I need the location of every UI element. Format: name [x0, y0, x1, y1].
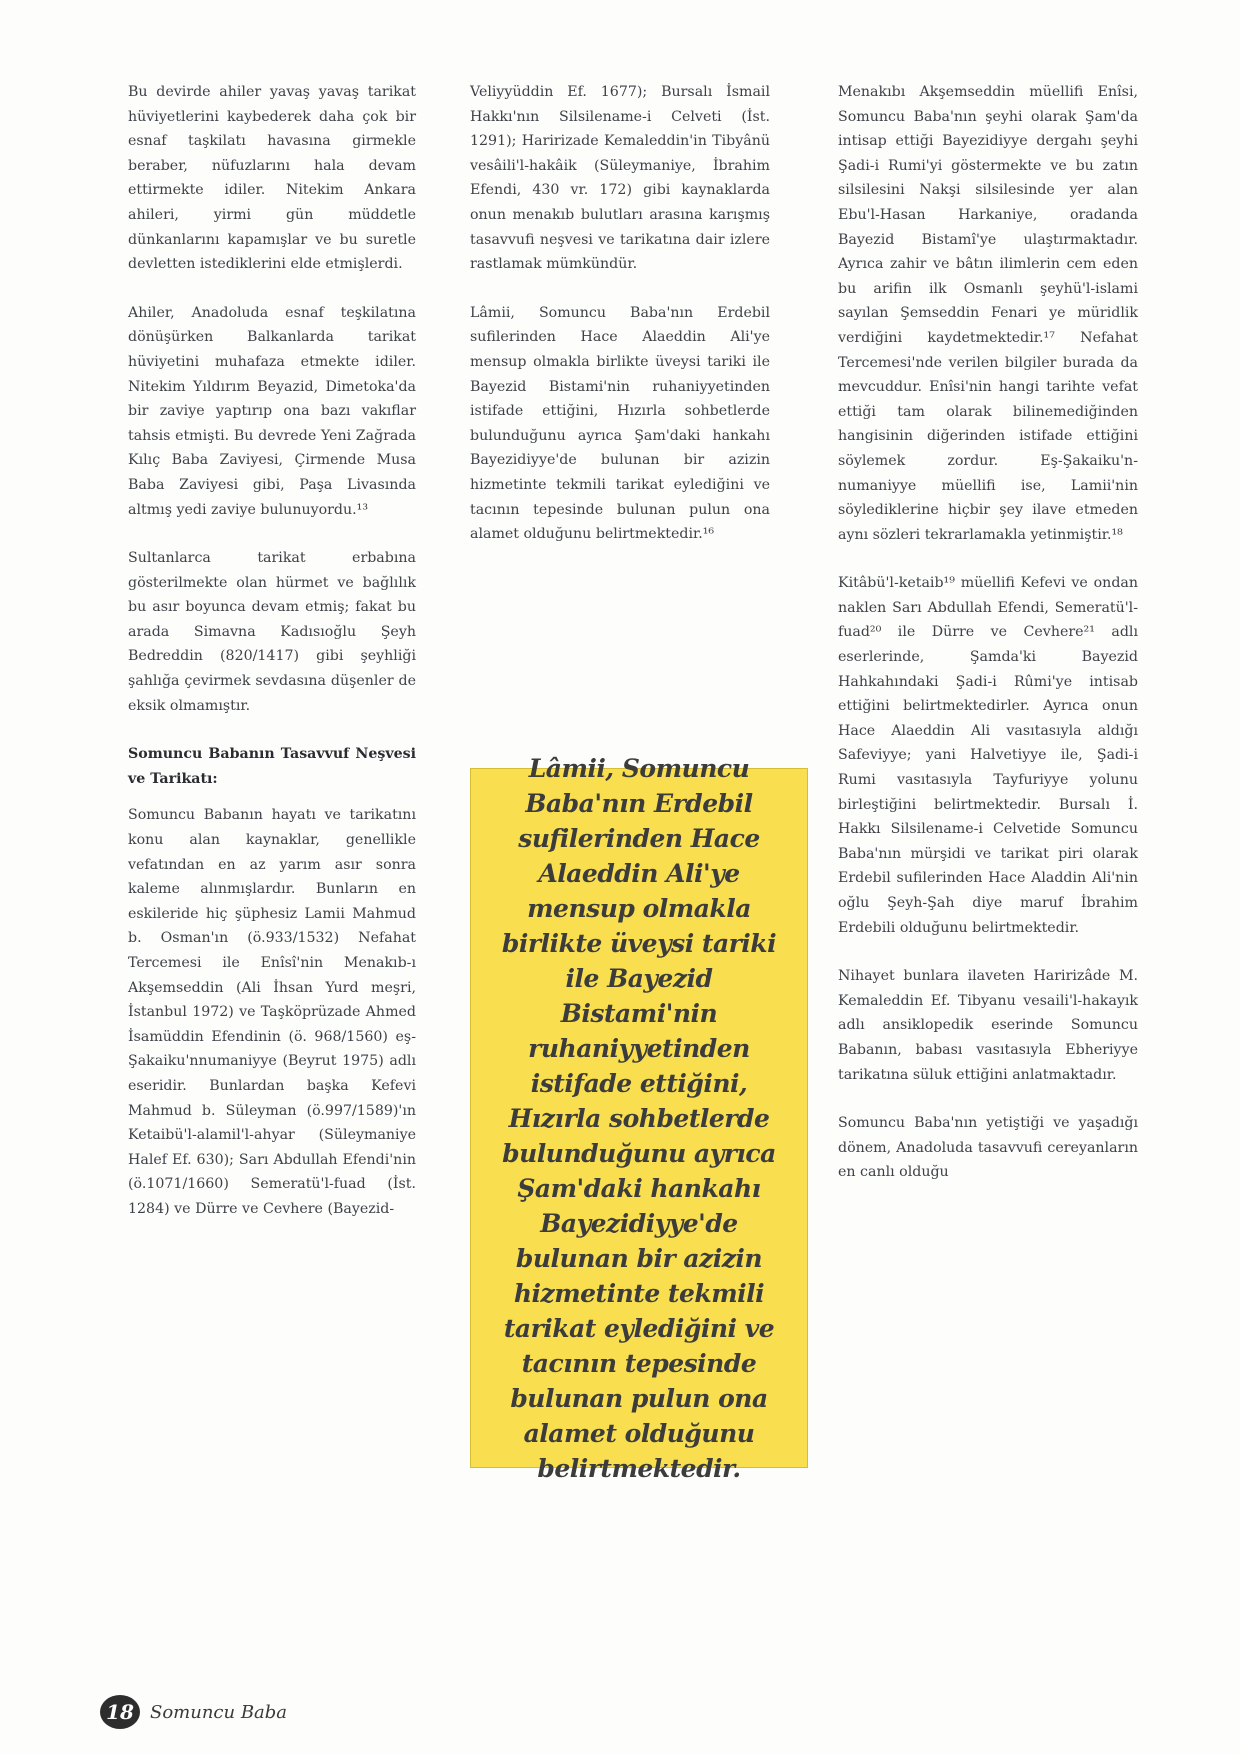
paragraph: Menakıbı Akşemseddin müellifi Enîsi, Somuncu Baba'nın şeyhi olarak Şam'da intisap ettiği Bayezidiyye dergahı şeyhi Şadi-i Rumi'yi göstermekte ve bu zatın silsilesini Nakşi silsilesinde yer alan Ebu'l-Hasan Harkaniye, oradanda Bayezid Bistamî'ye ulaştırmaktadır. Ayrıca zahir ve bâtın ilimlerin cem eden bu arifin ilk Osmanlı şeyhü'l-islami sayılan Şemseddin Fenari ye müridlik verdiğini kaydetmektedir.¹⁷ Nefahat Tercemesi'nde verilen bilgiler burada da mevcuddur. Enîsi'nin hangi tarihte vefat ettiği tam olarak bilinemediğinden hangisinin diğerinden istifade ettiğini söylemek zordur. Eş-Şakaiku'n-numaniyye müellifi ise, Lamii'nin söylediklerine hiçbir şey ilave etmeden aynı sözleri tekrarlamakla yetinmiştir.¹⁸ [838, 84, 1138, 543]
paragraph: Nihayet bunlara ilaveten Haririzâde M. Kemaleddin Ef. Tibyanu vesaili'l-hakayık adlı ansiklopedik eserinde Somuncu Babanın, babası vasıtasıyla Ebheriyye tarikatına süluk ettiğini anlatmaktadır. [838, 968, 1138, 1083]
paragraph: Sultanlarca tarikat erbabına gösterilmekte olan hürmet ve bağlılık bu asır boyunca devam etmiş; fakat bu arada Simavna Kadısıoğlu Şeyh Bedreddin (820/1417) gibi şeyhliği şahlığa çevirmek sevdasına düşenler de eksik olmamıştır. [128, 550, 416, 714]
section-heading: Somuncu Babanın Tasavvuf Neşvesi ve Tarikatı: [128, 746, 416, 787]
paragraph: Lâmii, Somuncu Baba'nın Erdebil sufilerinden Hace Alaeddin Ali'ye mensup olmakla birlikte üveysi tariki ile Bayezid Bistami'nin ruhaniyyetinden istifade ettiğini, Hızırla sohbetlerde bulunduğunu ayrıca Şam'daki hankahı Bayezidiyye'de bulunan bir azizin hizmetinte tekmili tarikat eylediğini ve tacının tepesinde bulunan pulun ona alamet olduğunu belirtmektedir.¹⁶ [470, 304, 770, 543]
paragraph: Bu devirde ahiler yavaş yavaş tarikat hüviyetlerini kaybederek daha çok bir esnaf taşkilatı havasına girmekle beraber, nüfuzlarını hala devam ettirmekte idiler. Nitekim Ankara ahileri, yirmi gün müddetle dünkanlarını kapamışlar ve bu suretle devletten istediklerini elde etmişlerdi. [128, 84, 416, 273]
column-1 [128, 80, 416, 1246]
paragraph: Somuncu Babanın hayatı ve tarikatını konu alan kaynaklar, genellikle vefatından en az yarım asır sonra kaleme alınmışlardır. Bunların en eskileride hiç şüphesiz Lamii Mahmud b. Osman'ın (ö.933/1532) Nefahat Tercemesi ile Enîsî'nin Menakıb-ı Akşemseddin (Ali İhsan Yurd meşri, İstanbul 1972) ve Taşköprüzade Ahmed İsamüddin Efendinin (ö. 968/1560) eş- Şakaiku'nnumaniyye (Beyrut 1975) adlı eseridir. Bunlardan başka Kefevi Mahmud b. Süleyman (ö.997/1589)'ın Ketaibü'l-alamil'l-ahyar (Süleymaniye Halef Ef. 630); Sarı Abdullah Efendi'nin (ö.1071/1660) Semeratü'l-fuad (İst. 1284) ve Dürre ve Cevhere (Bayezid- [128, 807, 416, 1217]
paragraph: Somuncu Baba'nın yetiştiği ve yaşadığı dönem, Anadoluda tasavvufi cereyanların en canlı olduğu [838, 1115, 1138, 1181]
pull-quote-box [470, 753, 808, 1483]
column-2 [470, 80, 770, 571]
column-3 [838, 80, 1138, 1209]
paragraph: Kitâbü'l-ketaib¹⁹ müellifi Kefevi ve ondan naklen Sarı Abdullah Efendi, Semeratü'l-fuad²⁰ ile Dürre ve Cevhere²¹ adlı eserlerinde, Şamda'ki Bayezid Hahkahındaki Şadi-i Rûmi'ye intisab ettiğini belirtmektedirler. Ayrıca onun Hace Alaeddin Ali vasıtasıyla aldığı Safeviyye; yani Halvetiyye ile, Şadi-i Rumi vasıtasıyla Tayfuriyye yolunu birleştiğini belirtmektedir. Bursalı İ. Hakkı Silsilename-i Celvetide Somuncu Baba'nın mürşidi ve tarikat piri olarak Erdebil sufilerinden Hace Aladdin Ali'nin oğlu Şeyh-Şah diye maruf İbrahim Erdebili olduğunu belirtmektedir. [838, 575, 1138, 936]
paragraph: Ahiler, Anadoluda esnaf teşkilatına dönüşürken Balkanlarda tarikat hüviyetini muhafaza etmekte idiler. Nitekim Yıldırım Beyazid, Dimetoka'da bir zaviye yaptırıp ona bazı vakıflar tahsis etmişti. Bu devrede Yeni Zağrada Kılıç Baba Zaviyesi, Çirmende Musa Baba Zaviyesi gibi, Paşa Livasında altmış yedi zaviye bulunuyordu.¹³ [128, 304, 416, 518]
page-number: 18 [100, 1695, 140, 1729]
page-footer [100, 1694, 287, 1730]
paragraph: Veliyyüddin Ef. 1677); Bursalı İsmail Hakkı'nın Silsilename-i Celveti (İst. 1291); Haririzade Kemaleddin'in Tibyânü vesâili'l-hakâik (Süleymaniye, İbrahim Efendi, 430 vr. 172) gibi kaynaklarda onun menakıb bulutları arasına karışmış tasavvufi neşvesi ve tarikatına dair izlere rastlamak mümkündür. [470, 84, 770, 273]
pull-quote-text: Lâmii, Somuncu Baba'nın Erdebil sufilerinden Hace Alaeddin Ali'ye mensup olmakla birlikte üveysi tariki ile Bayezid Bistami'nin ruhaniyyetinden istifade ettiğini, Hızırla sohbetlerde bulunduğunu ayrıca Şam'daki hankahı Bayezidiyye'de bulunan bir azizin hizmetinte tekmili tarikat eylediğini ve tacının tepesinde bulunan pulun ona alamet olduğunu belirtmektedir. [501, 753, 777, 1483]
magazine-title: Somuncu Baba [150, 1701, 288, 1723]
